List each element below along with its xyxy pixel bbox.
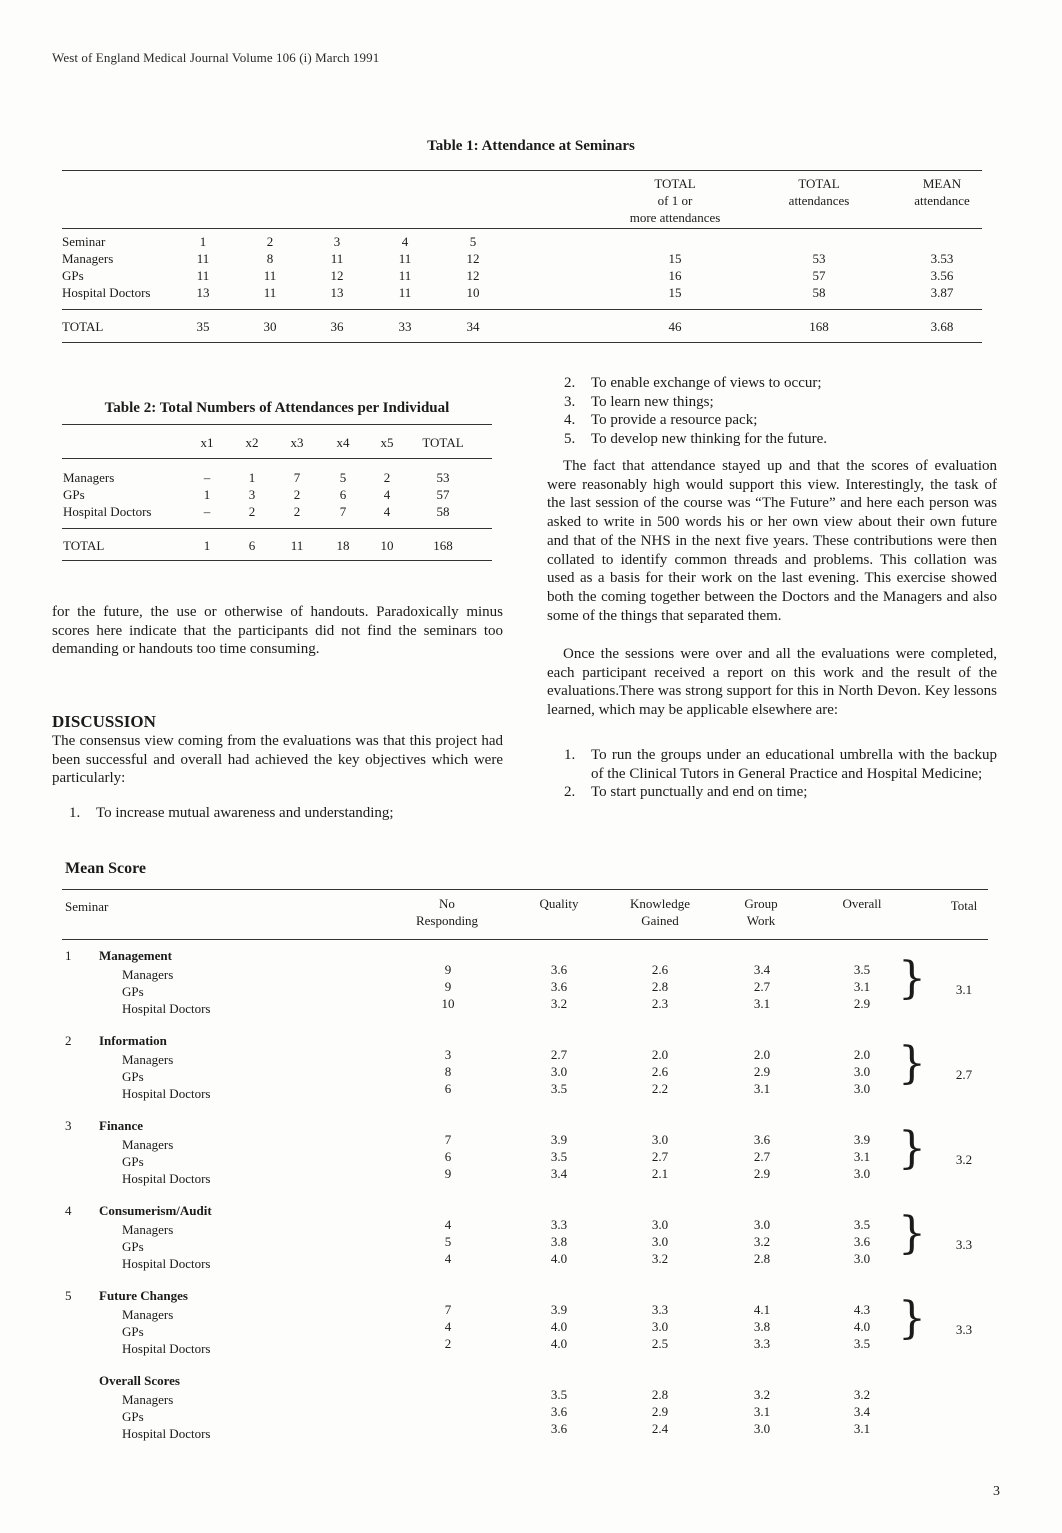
table-cell: 7 (293, 470, 301, 485)
no-responding-cell: 4 (444, 1251, 452, 1266)
table-cell: 30 (263, 319, 277, 334)
quality-cell: 3.9 (550, 1132, 568, 1147)
quality-cell: 3.3 (550, 1217, 568, 1232)
row-label: Managers (122, 1307, 174, 1322)
quality-cell: 3.5 (550, 1081, 568, 1096)
table-cell: 18 (336, 538, 350, 553)
head-line: Work (746, 913, 776, 928)
table-cell: 12 (466, 268, 480, 283)
row-label: GPs (122, 1409, 144, 1424)
row-label: Hospital Doctors (122, 1171, 211, 1186)
table2-total-rule (62, 528, 492, 529)
quality-cell: 3.8 (550, 1234, 568, 1249)
table-cell: 7 (339, 504, 347, 519)
section-name: Future Changes (99, 1288, 188, 1303)
group-work-cell: 3.2 (753, 1234, 771, 1249)
discussion-heading: DISCUSSION (52, 712, 156, 731)
column-header: x4 (336, 435, 350, 450)
table-cell: 57 (812, 268, 826, 283)
row-label: Managers (122, 1137, 174, 1152)
group-brace: } (898, 1293, 926, 1344)
list-item (547, 783, 997, 802)
table1-row (62, 233, 982, 250)
table-cell: 11 (330, 251, 344, 266)
list-text: To start punctually and end on time; (591, 784, 808, 801)
left-para2 (52, 732, 503, 788)
no-responding-cell: 6 (444, 1149, 452, 1164)
table-cell: 13 (330, 285, 344, 300)
list-number: 3. (564, 393, 576, 410)
group-work-cell: 3.4 (753, 962, 771, 977)
overall-cell: 3.0 (853, 1081, 871, 1096)
table-cell: 2 (383, 470, 391, 485)
knowledge-cell: 2.4 (651, 1421, 669, 1436)
knowledge-cell: 3.0 (651, 1319, 669, 1334)
knowledge-cell: 2.5 (651, 1336, 669, 1351)
table-cell: 15 (668, 251, 682, 266)
row-label: GPs (122, 984, 144, 999)
list-number: 1. (69, 805, 81, 821)
quality-cell: 3.0 (550, 1064, 568, 1079)
knowledge-cell: 2.9 (651, 1404, 669, 1419)
list-item (547, 430, 997, 449)
knowledge-cell: 3.3 (651, 1302, 669, 1317)
section-name: Management (99, 948, 172, 963)
group-work-cell: 2.0 (753, 1047, 771, 1062)
total-cell: 3.2 (955, 1152, 973, 1167)
group-work-cell: 2.7 (753, 1149, 771, 1164)
knowledge-cell: 3.0 (651, 1217, 669, 1232)
table2-row (62, 486, 492, 503)
row-label: TOTAL (63, 538, 105, 553)
row-label: Managers (122, 1392, 174, 1407)
overall-cell: 3.0 (853, 1166, 871, 1181)
group-work-cell: 3.0 (753, 1421, 771, 1436)
table-cell: 46 (668, 319, 682, 334)
ms-head-seminar: Seminar (65, 899, 109, 914)
table-cell: 1 (203, 487, 211, 502)
group-work-cell: 3.1 (753, 1404, 771, 1419)
table1-title: Table 1: Attendance at Seminars (427, 138, 635, 154)
group-brace: } (898, 1038, 926, 1089)
section-name: Consumerism/Audit (99, 1203, 212, 1218)
row-label: Hospital Doctors (122, 1086, 211, 1101)
row-label: Hospital Doctors (122, 1256, 211, 1271)
knowledge-cell: 3.0 (651, 1132, 669, 1147)
column-header: x2 (245, 435, 259, 450)
knowledge-cell: 2.3 (651, 996, 669, 1011)
table-cell: 2 (266, 234, 274, 249)
section-name: Finance (99, 1118, 144, 1133)
list-item (52, 804, 503, 823)
head-line: Gained (641, 913, 679, 928)
table-cell: 3.53 (930, 251, 954, 266)
quality-cell: 3.4 (550, 1166, 568, 1181)
row-label: GPs (122, 1154, 144, 1169)
total-cell: 2.7 (955, 1067, 973, 1082)
table-cell: 3 (333, 234, 341, 249)
left-para1 (52, 603, 503, 659)
no-responding-cell: 8 (444, 1064, 452, 1079)
table-cell: 58 (436, 504, 450, 519)
table-cell: 57 (436, 487, 450, 502)
paragraph: The consensus view coming from the evaluations was that this project had been successful and overall had achieved the key objectives which were particularly: (52, 733, 503, 787)
section-name: Overall Scores (99, 1373, 180, 1388)
table1-head-mean (892, 175, 992, 209)
ms-head-no-responding (397, 895, 497, 929)
table1-top-rule (62, 170, 982, 171)
total-cell: 3.3 (955, 1322, 973, 1337)
table-cell: 53 (436, 470, 450, 485)
table-cell: 1 (203, 538, 211, 553)
quality-cell: 3.6 (550, 1404, 568, 1419)
knowledge-cell: 2.8 (651, 979, 669, 994)
no-responding-cell: 2 (444, 1336, 452, 1351)
paragraph: Once the sessions were over and all the evaluations were completed, each participant received a report on this work and the result of the evaluations.There was strong support for this in North Devon. Key lessons learned, which may be applicable elsewhere are: (547, 646, 997, 719)
table-cell: 10 (466, 285, 480, 300)
overall-cell: 3.9 (853, 1132, 871, 1147)
quality-cell: 2.7 (550, 1047, 568, 1062)
table1-head-total-once (615, 175, 735, 226)
list-text: To provide a resource pack; (591, 412, 758, 429)
table-cell: 4 (383, 504, 391, 519)
group-work-cell: 3.1 (753, 1081, 771, 1096)
table2-header-row (62, 434, 492, 451)
table-cell: 168 (809, 319, 829, 334)
table1-row (62, 284, 982, 301)
table-cell: 168 (433, 538, 453, 553)
group-brace: } (898, 953, 926, 1004)
group-work-cell: 2.9 (753, 1166, 771, 1181)
row-label: Seminar (62, 234, 106, 249)
row-label: Hospital Doctors (122, 1426, 211, 1441)
no-responding-cell: 9 (444, 1166, 452, 1181)
no-responding-cell: 7 (444, 1132, 452, 1147)
list-number: 2. (564, 375, 576, 391)
table1-row (62, 318, 982, 335)
knowledge-cell: 3.0 (651, 1234, 669, 1249)
table1-row (62, 250, 982, 267)
table1-head-rule (62, 228, 982, 229)
quality-cell: 4.0 (550, 1251, 568, 1266)
no-responding-cell: 9 (444, 979, 452, 994)
knowledge-cell: 2.6 (651, 962, 669, 977)
row-label: Managers (62, 251, 114, 266)
table1-head-total-attendances (764, 175, 874, 209)
table-cell: 11 (196, 268, 210, 283)
overall-cell: 3.6 (853, 1234, 871, 1249)
column-header: x1 (200, 435, 214, 450)
head-line: Knowledge (630, 896, 690, 911)
ms-head-knowledge (610, 895, 710, 929)
running-header: West of England Medical Journal Volume 106 (i) March 1991 (52, 50, 380, 65)
column-header: TOTAL (422, 435, 464, 450)
head-line: attendance (914, 193, 970, 208)
paragraph: The fact that attendance stayed up and that the scores of evaluation were reasonably high would support this view. Interestingly, the task of the last session of the course was “The Future” and here each person was asked to write in 500 words his or her own view about their own future and that of the NHS in the next five years. These contributions were then collated to identify common threads and problems. This collation was used as a basis for their work on the last evening. This exercise showed both the coming together between the Doctors and the Managers and also some of the things that separated them. (547, 458, 997, 624)
group-work-cell: 2.7 (753, 979, 771, 994)
group-work-cell: 3.2 (753, 1387, 771, 1402)
overall-cell: 2.9 (853, 996, 871, 1011)
table2-bottom-rule (62, 560, 492, 561)
knowledge-cell: 2.0 (651, 1047, 669, 1062)
section-number: 5 (65, 1288, 72, 1303)
no-responding-cell: 4 (444, 1319, 452, 1334)
list-text: To develop new thinking for the future. (591, 431, 827, 448)
mean-score-title: Mean Score (65, 860, 147, 877)
group-work-cell: 3.6 (753, 1132, 771, 1147)
overall-cell: 3.0 (853, 1251, 871, 1266)
quality-cell: 3.9 (550, 1302, 568, 1317)
no-responding-cell: 3 (444, 1047, 452, 1062)
overall-cell: 3.1 (853, 979, 871, 994)
overall-cell: 3.5 (853, 1217, 871, 1232)
table1-bottom-rule (62, 342, 982, 343)
overall-cell: 2.0 (853, 1047, 871, 1062)
overall-cell: 3.5 (853, 962, 871, 977)
head-line: No (439, 896, 455, 911)
table-cell: 15 (668, 285, 682, 300)
table-cell: – (203, 504, 211, 519)
table-cell: 33 (398, 319, 412, 334)
no-responding-cell: 7 (444, 1302, 452, 1317)
overall-cell: 4.3 (853, 1302, 871, 1317)
page-number: 3 (993, 1484, 1000, 1499)
row-label: Hospital Doctors (122, 1341, 211, 1356)
head-line: attendances (788, 193, 850, 208)
table-cell: 5 (339, 470, 347, 485)
ms-head-group-work (721, 895, 801, 929)
table-cell: 53 (812, 251, 826, 266)
section-number: 4 (65, 1203, 72, 1218)
knowledge-cell: 2.2 (651, 1081, 669, 1096)
table2-row (62, 537, 492, 554)
row-label: GPs (122, 1069, 144, 1084)
table-cell: 4 (401, 234, 409, 249)
table-cell: 3 (248, 487, 256, 502)
table-cell: 58 (812, 285, 826, 300)
section-number: 1 (65, 948, 72, 963)
group-work-cell: 3.8 (753, 1319, 771, 1334)
row-label: GPs (122, 1324, 144, 1339)
row-label: Hospital Doctors (62, 285, 151, 300)
table-cell: 1 (199, 234, 207, 249)
table-cell: 2 (293, 487, 301, 502)
section-number: 2 (65, 1033, 72, 1048)
group-work-cell: 2.8 (753, 1251, 771, 1266)
knowledge-cell: 2.1 (651, 1166, 669, 1181)
head-line: TOTAL (654, 176, 696, 191)
right-objectives-list (547, 374, 997, 449)
column-header: x3 (290, 435, 304, 450)
row-label: Managers (122, 967, 174, 982)
quality-cell: 3.6 (550, 1421, 568, 1436)
table-cell: 11 (290, 538, 304, 553)
list-item (547, 393, 997, 412)
overall-cell: 3.1 (853, 1421, 871, 1436)
row-label: Hospital Doctors (122, 1001, 211, 1016)
no-responding-cell: 5 (444, 1234, 452, 1249)
list-number: 4. (564, 412, 576, 429)
list-number: 2. (564, 784, 576, 801)
overall-cell: 3.4 (853, 1404, 871, 1419)
knowledge-cell: 2.8 (651, 1387, 669, 1402)
list-text: To enable exchange of views to occur; (591, 375, 822, 391)
table-cell: 3.87 (930, 285, 954, 300)
quality-cell: 3.6 (550, 962, 568, 977)
right-lessons-list (547, 746, 997, 802)
list-number: 1. (564, 747, 576, 763)
table2-head-rule (62, 458, 492, 459)
ms-head-rule (62, 939, 988, 940)
table-cell: 13 (196, 285, 210, 300)
table-cell: 12 (330, 268, 344, 283)
table-cell: 8 (266, 251, 274, 266)
group-work-cell: 3.3 (753, 1336, 771, 1351)
quality-cell: 4.0 (550, 1319, 568, 1334)
row-label: Managers (63, 470, 115, 485)
table-cell: 10 (380, 538, 394, 553)
list-item (547, 746, 997, 783)
section-name: Information (99, 1033, 167, 1048)
group-work-cell: 2.9 (753, 1064, 771, 1079)
head-line: of 1 or (657, 193, 693, 208)
group-work-cell: 4.1 (753, 1302, 771, 1317)
table-cell: 3.56 (930, 268, 954, 283)
no-responding-cell: 9 (444, 962, 452, 977)
table2-row (62, 469, 492, 486)
quality-cell: 4.0 (550, 1336, 568, 1351)
table-cell: 6 (248, 538, 256, 553)
table-cell: 16 (668, 268, 682, 283)
knowledge-cell: 3.2 (651, 1251, 669, 1266)
no-responding-cell: 6 (444, 1081, 452, 1096)
table1-row (62, 267, 982, 284)
table-cell: 6 (339, 487, 347, 502)
table-cell: 1 (248, 470, 256, 485)
table2-top-rule (62, 424, 492, 425)
list-text: To increase mutual awareness and understanding; (96, 805, 394, 821)
table-cell: 34 (466, 319, 480, 334)
overall-cell: 4.0 (853, 1319, 871, 1334)
group-brace: } (898, 1123, 926, 1174)
quality-cell: 3.5 (550, 1387, 568, 1402)
head-line: TOTAL (798, 176, 840, 191)
quality-cell: 3.5 (550, 1149, 568, 1164)
table-cell: 11 (398, 268, 412, 283)
ms-head-quality: Quality (539, 896, 579, 911)
section-number: 3 (65, 1118, 72, 1133)
group-work-cell: 3.1 (753, 996, 771, 1011)
quality-cell: 3.6 (550, 979, 568, 994)
table-cell: 11 (263, 285, 277, 300)
ms-head-total: Total (950, 898, 978, 913)
head-line: more attendances (629, 210, 721, 225)
head-line: Responding (415, 913, 479, 928)
row-label: GPs (63, 487, 85, 502)
total-cell: 3.3 (955, 1237, 973, 1252)
row-label: GPs (122, 1239, 144, 1254)
head-line: Group (744, 896, 778, 911)
group-brace: } (898, 1208, 926, 1259)
table-cell: 2 (248, 504, 256, 519)
paragraph: for the future, the use or otherwise of handouts. Paradoxically minus scores here indicate that the participants did not find the seminars too demanding or handouts too time consuming. (52, 604, 503, 658)
list-number: 5. (564, 431, 576, 448)
knowledge-cell: 2.6 (651, 1064, 669, 1079)
list-text: To run the groups under an educational umbrella with the backup of the Clinical Tutors in General Practice and Hospital Medicine; (591, 747, 997, 782)
right-para2 (547, 645, 997, 720)
table-cell: 2 (293, 504, 301, 519)
row-label: Managers (122, 1052, 174, 1067)
overall-cell: 3.0 (853, 1064, 871, 1079)
overall-cell: 3.1 (853, 1149, 871, 1164)
list-text: To learn new things; (591, 393, 714, 410)
table-cell: 4 (383, 487, 391, 502)
right-para1 (547, 457, 997, 625)
total-cell: 3.1 (955, 982, 973, 997)
table-cell: 12 (466, 251, 480, 266)
row-label: TOTAL (62, 319, 104, 334)
table2-row (62, 503, 492, 520)
row-label: Hospital Doctors (63, 504, 152, 519)
head-line: MEAN (922, 176, 962, 191)
row-label: GPs (62, 268, 84, 283)
list-item (547, 411, 997, 430)
no-responding-cell: 10 (441, 996, 455, 1011)
knowledge-cell: 2.7 (651, 1149, 669, 1164)
table-cell: 3.68 (930, 319, 954, 334)
no-responding-cell: 4 (444, 1217, 452, 1232)
table-cell: – (203, 470, 211, 485)
table-cell: 35 (196, 319, 210, 334)
table-cell: 11 (398, 251, 412, 266)
table2-title: Table 2: Total Numbers of Attendances per Individual (104, 400, 450, 416)
table-cell: 11 (398, 285, 412, 300)
quality-cell: 3.2 (550, 996, 568, 1011)
table-cell: 11 (196, 251, 210, 266)
overall-cell: 3.2 (853, 1387, 871, 1402)
ms-head-overall: Overall (842, 896, 882, 911)
left-objectives-list (52, 804, 503, 823)
table-cell: 5 (469, 234, 477, 249)
table1-total-rule (62, 309, 982, 310)
ms-top-rule (62, 889, 988, 890)
overall-cell: 3.5 (853, 1336, 871, 1351)
table-cell: 11 (263, 268, 277, 283)
row-label: Managers (122, 1222, 174, 1237)
list-item (547, 374, 997, 393)
table-cell: 36 (330, 319, 344, 334)
group-work-cell: 3.0 (753, 1217, 771, 1232)
column-header: x5 (380, 435, 394, 450)
